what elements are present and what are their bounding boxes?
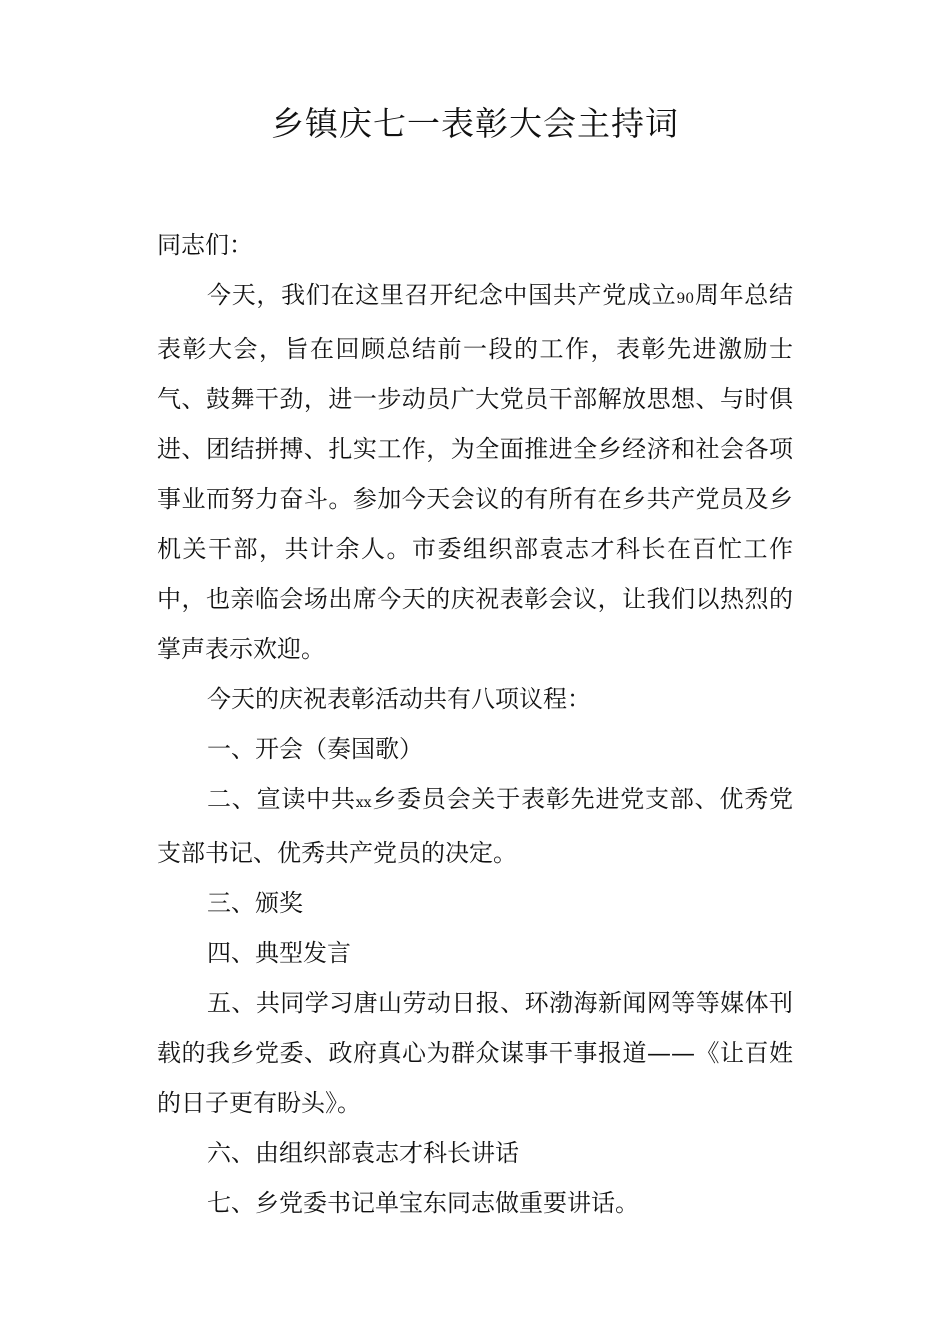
agenda-item-2-end: 乡委员会关于表彰先进党支部、优秀党支部书记、优秀共产党员的决定。 — [157, 785, 794, 867]
agenda-item-1: 一、开会（奏国歌） — [207, 735, 423, 763]
placeholder-xx: xx — [355, 795, 372, 811]
salutation: 同志们： — [157, 231, 253, 259]
document-body — [157, 220, 793, 1228]
agenda-item-7: 七、乡党委书记单宝东同志做重要讲话。 — [207, 1189, 639, 1217]
agenda-item-5: 五、共同学习唐山劳动日报、环渤海新闻网等等媒体刊载的我乡党委、政府真心为群众谋事干事报道——《让百姓的日子更有盼头》。 — [157, 989, 793, 1117]
agenda-item-3: 三、颁奖 — [207, 889, 303, 917]
agenda-item-2 — [157, 774, 793, 878]
agenda-item-4: 四、典型发言 — [207, 939, 351, 967]
agenda-item-6: 六、由组织部袁志才科长讲话 — [207, 1139, 519, 1167]
paragraph-opening — [157, 270, 793, 674]
anniversary-number: 90 — [676, 291, 695, 307]
opening-text-end: 周年总结表彰大会，旨在回顾总结前一段的工作，表彰先进激励士气、鼓舞干劲，进一步动员广大党员干部解放思想、与时俱进、团结拼搏、扎实工作，为全面推进全乡经济和社会各项事业而努力奋斗。参加今天会议的有所有在乡共产党员及乡机关干部，共计余人。市委组织部袁志才科长在百忙工作中，也亲临会场出席今天的庆祝表彰会议，让我们以热烈的掌声表示欢迎。 — [157, 281, 793, 663]
document-title: 乡镇庆七一表彰大会主持词 — [271, 104, 679, 143]
agenda-intro: 今天的庆祝表彰活动共有八项议程： — [207, 685, 591, 713]
opening-text-start: 今天，我们在这里召开纪念中国共产党成立 — [207, 281, 677, 309]
agenda-item-2-start: 二、宣读中共 — [207, 785, 356, 813]
